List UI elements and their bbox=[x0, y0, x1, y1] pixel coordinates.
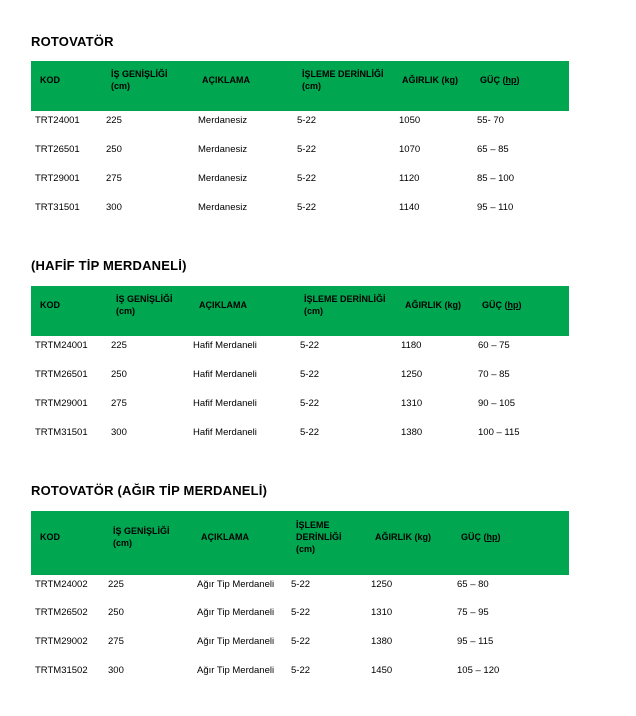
cell-isleme-derinligi: 5-22 bbox=[300, 427, 320, 438]
cell-aciklama: Ağır Tip Merdaneli bbox=[197, 607, 275, 618]
table-row bbox=[31, 396, 569, 412]
cell-is-genisligi: 225 bbox=[108, 579, 124, 590]
header-agirlik: AĞIRLIK (kg) bbox=[375, 532, 431, 542]
header-guc: GÜÇ (hp) bbox=[480, 75, 520, 85]
cell-aciklama: Hafif Merdaneli bbox=[193, 427, 257, 438]
cell-kod: TRT31501 bbox=[35, 202, 80, 213]
cell-kod: TRT29001 bbox=[35, 173, 80, 184]
header-kod: KOD bbox=[40, 300, 60, 310]
cell-agirlik: 1310 bbox=[401, 398, 423, 409]
cell-guc: 95 – 115 bbox=[457, 636, 494, 647]
cell-kod: TRTM26501 bbox=[35, 369, 88, 380]
cell-kod: TRT24001 bbox=[35, 115, 80, 126]
cell-isleme-derinligi: 5-22 bbox=[300, 398, 320, 409]
cell-is-genisligi: 225 bbox=[106, 115, 122, 126]
table-row bbox=[31, 113, 569, 129]
cell-aciklama: Ağır Tip Merdaneli bbox=[197, 579, 275, 590]
table-3-header bbox=[31, 511, 569, 575]
header-aciklama: AÇIKLAMA bbox=[199, 300, 247, 310]
cell-agirlik: 1450 bbox=[371, 665, 393, 676]
cell-isleme-derinligi: 5-22 bbox=[297, 144, 317, 155]
cell-aciklama: Hafif Merdaneli bbox=[193, 398, 257, 409]
header-is-genisligi: İŞ GENİŞLİĞİ (cm) bbox=[111, 69, 168, 91]
header-agirlik: AĞIRLIK (kg) bbox=[402, 75, 458, 85]
cell-is-genisligi: 275 bbox=[108, 636, 124, 647]
header-aciklama: AÇIKLAMA bbox=[202, 75, 250, 85]
cell-kod: TRT26501 bbox=[35, 144, 80, 155]
table-row bbox=[31, 425, 569, 441]
cell-guc: 70 – 85 bbox=[478, 369, 510, 380]
table-row bbox=[31, 577, 569, 593]
table-row bbox=[31, 367, 569, 383]
cell-agirlik: 1250 bbox=[371, 579, 393, 590]
cell-guc: 55- 70 bbox=[477, 115, 504, 126]
cell-isleme-derinligi: 5-22 bbox=[291, 579, 311, 590]
cell-agirlik: 1180 bbox=[401, 340, 422, 351]
header-kod: KOD bbox=[40, 532, 60, 542]
header-aciklama: AÇIKLAMA bbox=[201, 532, 249, 542]
cell-guc: 105 – 120 bbox=[457, 665, 500, 676]
cell-guc: 100 – 115 bbox=[478, 427, 520, 438]
header-isleme-derinligi: İŞLEME DERİNLİĞİ (cm) bbox=[296, 520, 342, 554]
cell-guc: 75 – 95 bbox=[457, 607, 489, 618]
cell-aciklama: Merdanesiz bbox=[198, 144, 248, 155]
table-3-title: ROTOVATÖR (AĞIR TİP MERDANELİ) bbox=[31, 483, 268, 498]
cell-isleme-derinligi: 5-22 bbox=[291, 607, 311, 618]
cell-isleme-derinligi: 5-22 bbox=[300, 340, 320, 351]
table-row bbox=[31, 605, 569, 621]
cell-is-genisligi: 275 bbox=[106, 173, 122, 184]
header-isleme-derinligi: İŞLEME DERİNLİĞİ (cm) bbox=[302, 69, 384, 91]
cell-guc: 65 – 80 bbox=[457, 579, 489, 590]
table-1-header bbox=[31, 61, 569, 111]
cell-is-genisligi: 250 bbox=[106, 144, 122, 155]
cell-agirlik: 1380 bbox=[371, 636, 393, 647]
header-isleme-derinligi: İŞLEME DERİNLİĞİ (cm) bbox=[304, 294, 386, 316]
cell-kod: TRTM31502 bbox=[35, 665, 88, 676]
header-agirlik: AĞIRLIK (kg) bbox=[405, 300, 461, 310]
cell-agirlik: 1250 bbox=[401, 369, 423, 380]
cell-isleme-derinligi: 5-22 bbox=[297, 173, 317, 184]
cell-is-genisligi: 300 bbox=[108, 665, 124, 676]
cell-agirlik: 1120 bbox=[399, 173, 420, 184]
cell-is-genisligi: 250 bbox=[111, 369, 127, 380]
cell-isleme-derinligi: 5-22 bbox=[291, 636, 311, 647]
cell-aciklama: Ağır Tip Merdaneli bbox=[197, 665, 275, 676]
cell-is-genisligi: 225 bbox=[111, 340, 127, 351]
cell-aciklama: Merdanesiz bbox=[198, 202, 248, 213]
cell-guc: 65 – 85 bbox=[477, 144, 509, 155]
cell-agirlik: 1380 bbox=[401, 427, 423, 438]
cell-is-genisligi: 300 bbox=[111, 427, 127, 438]
header-is-genisligi: İŞ GENİŞLİĞİ (cm) bbox=[116, 294, 173, 316]
cell-agirlik: 1050 bbox=[399, 115, 421, 126]
header-is-genisligi: İŞ GENİŞLİĞİ (cm) bbox=[113, 526, 170, 548]
cell-aciklama: Ağır Tip Merdaneli bbox=[197, 636, 275, 647]
cell-kod: TRTM29001 bbox=[35, 398, 88, 409]
cell-guc: 60 – 75 bbox=[478, 340, 510, 351]
table-1-title: ROTOVATÖR bbox=[31, 34, 114, 49]
table-row bbox=[31, 171, 569, 187]
table-row bbox=[31, 338, 569, 354]
cell-isleme-derinligi: 5-22 bbox=[297, 115, 317, 126]
cell-agirlik: 1310 bbox=[371, 607, 393, 618]
cell-isleme-derinligi: 5-22 bbox=[300, 369, 320, 380]
cell-aciklama: Hafif Merdaneli bbox=[193, 369, 257, 380]
cell-guc: 90 – 105 bbox=[478, 398, 515, 409]
cell-kod: TRTM31501 bbox=[35, 427, 88, 438]
cell-agirlik: 1070 bbox=[399, 144, 421, 155]
cell-aciklama: Hafif Merdaneli bbox=[193, 340, 257, 351]
cell-is-genisligi: 300 bbox=[106, 202, 122, 213]
table-2-header bbox=[31, 286, 569, 336]
table-row bbox=[31, 142, 569, 158]
cell-guc: 85 – 100 bbox=[477, 173, 514, 184]
cell-agirlik: 1140 bbox=[399, 202, 420, 213]
table-row bbox=[31, 634, 569, 650]
cell-kod: TRTM24002 bbox=[35, 579, 88, 590]
cell-aciklama: Merdanesiz bbox=[198, 173, 248, 184]
cell-kod: TRTM29002 bbox=[35, 636, 88, 647]
header-kod: KOD bbox=[40, 75, 60, 85]
cell-isleme-derinligi: 5-22 bbox=[291, 665, 311, 676]
cell-kod: TRTM26502 bbox=[35, 607, 88, 618]
cell-kod: TRTM24001 bbox=[35, 340, 88, 351]
header-guc: GÜÇ (hp) bbox=[461, 532, 501, 542]
cell-is-genisligi: 275 bbox=[111, 398, 127, 409]
cell-is-genisligi: 250 bbox=[108, 607, 124, 618]
header-guc: GÜÇ (hp) bbox=[482, 300, 522, 310]
table-row bbox=[31, 200, 569, 216]
table-2-title: (HAFİF TİP MERDANELİ) bbox=[31, 258, 187, 273]
table-row bbox=[31, 663, 569, 679]
cell-guc: 95 – 110 bbox=[477, 202, 514, 213]
cell-isleme-derinligi: 5-22 bbox=[297, 202, 317, 213]
cell-aciklama: Merdanesiz bbox=[198, 115, 248, 126]
